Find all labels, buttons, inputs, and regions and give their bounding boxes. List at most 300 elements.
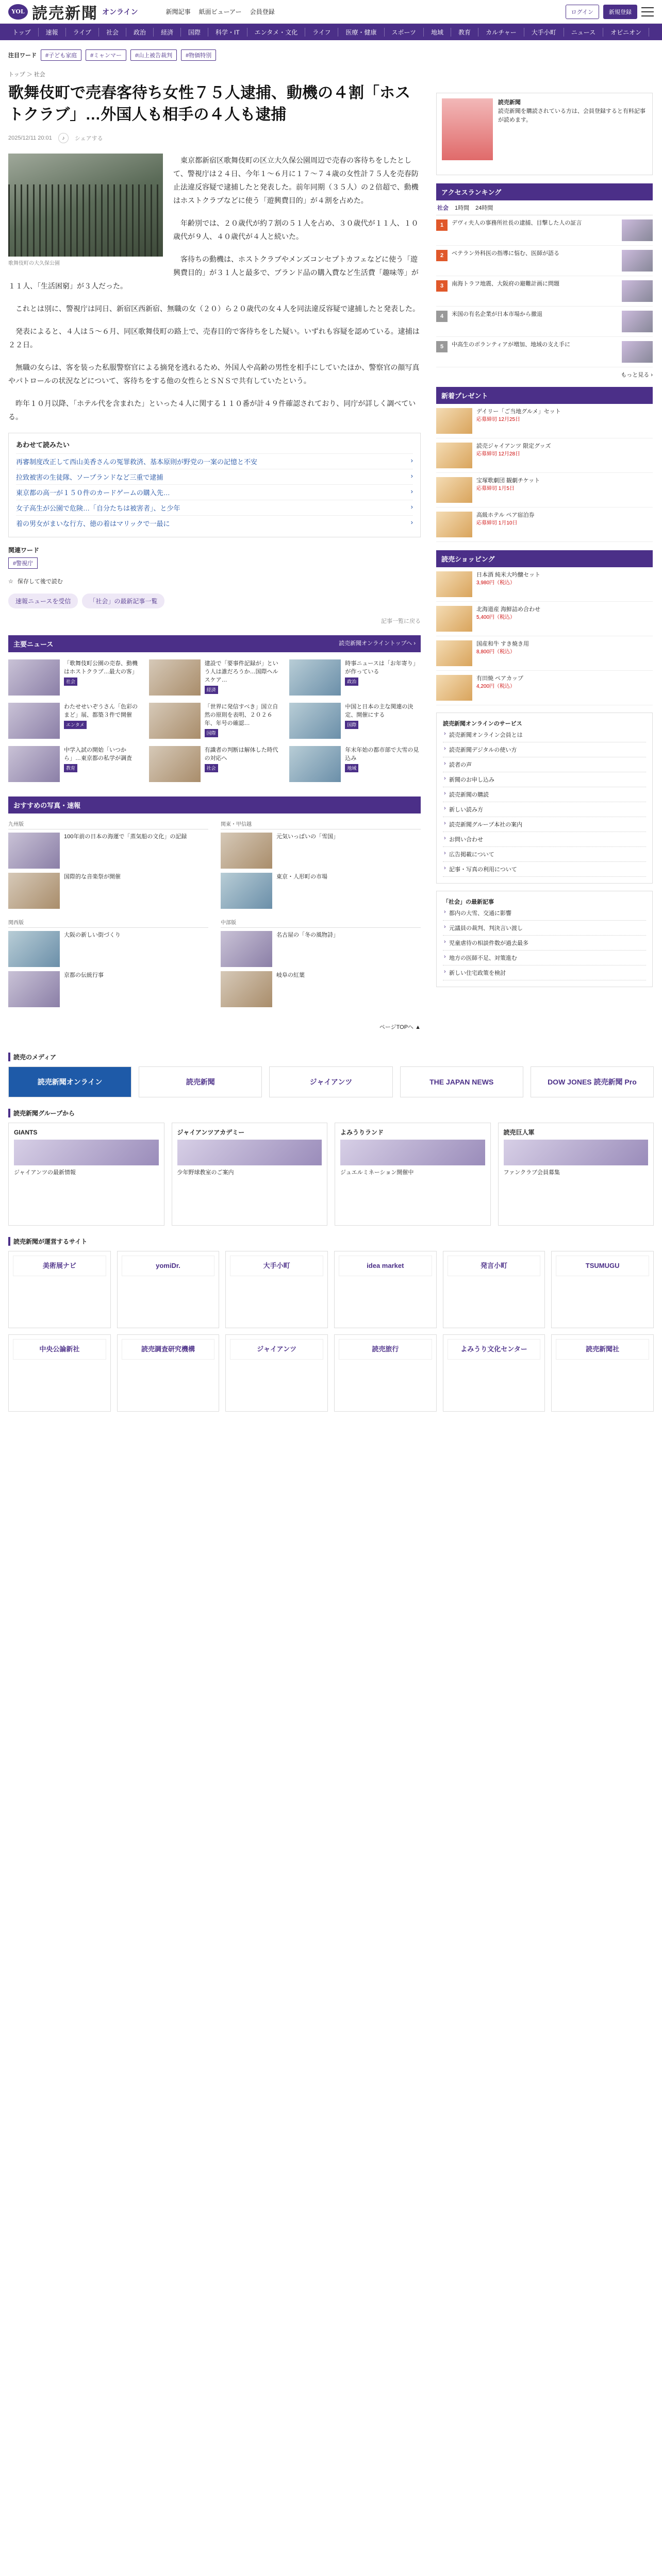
logo-mark: YOL (8, 4, 28, 20)
article-paragraph: 客待ちの動機は、ホストクラブやメンズコンセプトカフェなどに使う「遊興費目的」が３１人と最多で、ブランド品の購入費など生活費「趣味等」が１１人、「生活困窮」が３人だった。 (8, 255, 419, 290)
recommend-thumbnail (221, 833, 272, 869)
category-list-button[interactable]: 「社会」の最新記事一覧 (82, 594, 164, 608)
news-title: 中国と日本の主な関連の決定、開催にする (345, 704, 413, 718)
news-card[interactable] (8, 746, 140, 782)
news-card-text (64, 659, 140, 696)
ranking-tab[interactable]: 社会 (437, 205, 449, 211)
recommend-card[interactable] (221, 971, 421, 1007)
group-column-title: よみうりランド (340, 1129, 384, 1136)
menu-icon[interactable] (641, 7, 654, 16)
header-link[interactable]: 紙面ビューアー (198, 8, 242, 15)
shopping-image (436, 640, 472, 666)
main-news-top-link[interactable]: 読売新聞オンライントップへ › (339, 640, 416, 647)
site-card[interactable] (443, 1251, 545, 1328)
ranking-item[interactable] (436, 215, 653, 246)
news-card[interactable] (289, 746, 421, 782)
nav-item[interactable]: 速報 (39, 28, 66, 37)
news-title: 有識者の判断は解体した時代の対応へ (204, 747, 278, 761)
news-card-text (205, 659, 280, 696)
group-column[interactable] (8, 1123, 164, 1226)
shopping-price: 3,980円（税込） (476, 580, 516, 586)
trending-tags (8, 45, 421, 65)
recommend-grid (8, 814, 421, 1018)
nav-item[interactable]: 教育 (451, 28, 478, 37)
news-tag: エンタメ (64, 721, 87, 729)
trending-tag[interactable]: #物価特別 (181, 49, 216, 61)
article-headline: 歌舞伎町で売春客待ち女性７５人逮捕、動機の４割「ホストクラブ」…外国人も相手の４人も逮捕 (8, 84, 410, 123)
news-thumbnail (8, 746, 60, 782)
news-card-text (345, 746, 421, 782)
recommend-category-label: 関西版 (8, 918, 208, 928)
site-logo: 中央公論新社 (13, 1339, 106, 1360)
shopping-title: 有田焼 ペアカップ (476, 675, 523, 682)
group-column-title: 読売巨人軍 (503, 1129, 535, 1136)
ranking-more-link[interactable]: もっと見る › (621, 372, 653, 378)
follow-row (8, 594, 421, 608)
news-thumbnail (8, 703, 60, 739)
recommend-category (221, 918, 421, 1011)
ranking-number: 1 (436, 219, 448, 231)
group-thumbnail (177, 1140, 322, 1165)
nav-item[interactable]: 政治 (126, 28, 154, 37)
gift-title: デイリー「ご当地グルメ」セット (476, 409, 561, 415)
shopping-text (476, 675, 523, 701)
photo-caption: 歌舞伎町の大久保公園 (8, 261, 60, 266)
nav-item[interactable]: 国際 (181, 28, 208, 37)
shopping-item[interactable] (436, 567, 653, 602)
site-logo: yomiDr. (122, 1256, 215, 1276)
recommend-title: 岐阜の紅葉 (276, 972, 305, 978)
site-card[interactable] (334, 1334, 437, 1412)
news-title: わたせせいぞうさん「色彩のまど」展、都築３件で開催 (64, 704, 138, 718)
site-logo: 読売新聞社 (556, 1339, 649, 1360)
shopping-text (476, 606, 540, 632)
news-card[interactable] (8, 703, 140, 739)
latest-list (443, 906, 646, 980)
gift-item[interactable] (436, 438, 653, 473)
latest-article[interactable]: › 新しい住宅政策を検討 (443, 965, 646, 980)
news-card[interactable] (149, 746, 280, 782)
gift-price: 応募締切 1月5日 (476, 486, 515, 492)
group-column[interactable] (172, 1123, 328, 1226)
breadcrumb[interactable]: トップ ＞ 社会 (8, 72, 45, 78)
service-link[interactable]: › 記事・写真の利用について (443, 862, 646, 877)
news-tag: 社会 (64, 677, 77, 686)
services-title: 読売新聞オンラインのサービス (443, 721, 522, 727)
ranking-number: 4 (436, 311, 448, 322)
media-logo[interactable]: DOW JONES 読売新聞 Pro (531, 1066, 654, 1097)
shopping-item[interactable] (436, 602, 653, 636)
group-column-text: ジャイアンツの最新情報 (14, 1170, 76, 1176)
site-header (0, 0, 662, 24)
group-column[interactable] (498, 1123, 654, 1226)
group-thumbnail (14, 1140, 159, 1165)
shopping-text (476, 640, 529, 666)
latest-title: 「社会」の最新記事 (443, 899, 494, 905)
logo-online: オンライン (102, 7, 138, 16)
news-card[interactable] (149, 703, 280, 739)
gift-price: 応募締切 12月28日 (476, 451, 521, 457)
news-tag: 経済 (205, 686, 218, 694)
news-tag: 国際 (345, 721, 358, 729)
article-meta (8, 133, 421, 143)
related-item[interactable]: 女子高生が公園で危険…「自分たちは被害者」、と少年 › (16, 500, 413, 515)
news-card-text (205, 703, 280, 739)
related-item[interactable]: 拉致被害の生徒隊、ソープランドなど三重で逮捕 › (16, 469, 413, 484)
news-tag: 教育 (64, 764, 77, 772)
site-card[interactable] (551, 1334, 654, 1412)
news-title: 年末年始の都市部で大雪の見込み (345, 747, 419, 761)
promo-title: 読売新聞 (498, 99, 521, 106)
gift-image (436, 512, 472, 537)
news-thumbnail (289, 703, 341, 739)
photo-image (8, 154, 163, 257)
news-card-text (64, 746, 140, 782)
site-card[interactable] (8, 1334, 111, 1412)
related-tags-label: 関連ワード (8, 547, 40, 554)
site-footer (0, 1053, 662, 1412)
shopping-title: 北海道産 海鮮詰め合わせ (476, 606, 541, 613)
site-logo: 発言小町 (448, 1256, 541, 1276)
gift-text (476, 512, 535, 537)
sidebar (436, 40, 653, 1041)
recommend-card[interactable] (8, 931, 208, 967)
nav-item[interactable]: トップ (5, 28, 39, 37)
trending-tag[interactable]: #子ども家庭 (41, 49, 81, 61)
subscribe-button[interactable]: 新規登録 (603, 5, 637, 19)
recommend-card[interactable] (221, 931, 421, 967)
recommend-thumbnail (221, 931, 272, 967)
media-logo[interactable]: 読売新聞 (139, 1066, 262, 1097)
site-card[interactable] (334, 1251, 437, 1328)
gift-image (436, 408, 472, 434)
login-button[interactable]: ログイン (566, 5, 599, 19)
back-to-list[interactable]: 記事一覧に戻る (381, 618, 421, 624)
related-item[interactable]: 再審制度改正して西山美香さんの冤罪救済、基本原則が野党の一案の記憶と不安 › (16, 453, 413, 469)
category-nav (0, 24, 662, 40)
ranking-title: 中高生のボランティアが増加、地域の支え手に (452, 342, 571, 348)
recommend-thumbnail (221, 971, 272, 1007)
site-logo: 読売旅行 (339, 1339, 432, 1360)
sites-title: 読売新聞が運営するサイト (8, 1237, 654, 1246)
news-thumbnail (149, 746, 201, 782)
nav-item[interactable]: ニュース (564, 28, 603, 37)
article-paragraph: これとは別に、警視庁は同日、新宿区西新宿、無職の女（２０）ら２０歳代の女４人を同法違反容疑で逮捕したと発表した。 (15, 304, 420, 313)
shopping-list (436, 567, 653, 705)
group-column[interactable] (335, 1123, 491, 1226)
related-item[interactable]: 着の男女がまいな行方、徳の着はマリックで一最に › (16, 515, 413, 531)
article-date: 2025/12/11 20:01 (8, 135, 52, 141)
save-label[interactable]: 保存して後で読む (17, 579, 63, 585)
site-card[interactable] (225, 1334, 328, 1412)
site-card[interactable] (117, 1251, 220, 1328)
ranking-number: 5 (436, 341, 448, 352)
ranking-number: 2 (436, 250, 448, 261)
recommend-thumbnail (8, 931, 60, 967)
gift-image (436, 477, 472, 503)
media-logo[interactable]: THE JAPAN NEWS (400, 1066, 523, 1097)
service-link[interactable]: › 読売新聞オンライン会員とは (443, 727, 646, 742)
recommend-title: 国際的な音楽祭が開催 (64, 874, 121, 880)
recommend-header: おすすめの写真・速報 (8, 796, 421, 814)
recommend-category (221, 820, 421, 913)
nav-item[interactable]: 医療・健康 (338, 28, 384, 37)
recommend-card[interactable] (221, 833, 421, 869)
shopping-image (436, 571, 472, 597)
recommend-title: 京都の伝統行事 (64, 972, 104, 978)
news-thumbnail (149, 659, 201, 696)
services-box (436, 713, 653, 884)
save-share-row (8, 577, 421, 585)
news-title: 「世界に発信すべき」国立自然の原則を表明、２０２６年、年号の確認… (204, 704, 278, 726)
site-logo: ジャイアンツ (230, 1339, 323, 1360)
recommend-category-label: 中部版 (221, 918, 421, 928)
news-tag: 政治 (345, 677, 358, 686)
news-card[interactable] (8, 659, 140, 696)
service-link[interactable]: › 新聞のお申し込み (443, 772, 646, 787)
ranking-thumbnail (622, 341, 653, 363)
nav-item[interactable]: ライブ (66, 28, 99, 37)
latest-box (436, 891, 653, 987)
news-title: 建設で「要事件記録が」という人は誰だろうか…国際ヘルスケア… (204, 660, 278, 683)
recommend-title: 東京・人形町の市場 (276, 874, 327, 880)
site-card[interactable] (225, 1251, 328, 1328)
shopping-image (436, 675, 472, 701)
gift-text (476, 477, 540, 503)
news-tag: 地域 (345, 764, 358, 772)
news-card-text (205, 746, 280, 782)
ranking-tab[interactable]: 24時間 (475, 205, 493, 211)
nav-item[interactable]: ライフ (305, 28, 338, 37)
main-news-title: 主要ニュース (13, 640, 54, 648)
audio-icon[interactable]: ♪ (58, 133, 69, 143)
shopping-price: 8,800円（税込） (476, 649, 516, 655)
site-card[interactable] (551, 1251, 654, 1328)
nav-item[interactable]: 経済 (154, 28, 181, 37)
article-paragraph: 発表によると、４人は５〜６月、同区歌舞伎町の路上で、売春目的で客待ちをした疑い。いずれも容疑を認めている。逮捕は２２日。 (8, 327, 420, 349)
latest-article[interactable]: › 都内の大雪、交通に影響 (443, 906, 646, 921)
service-link[interactable]: › 読者の声 (443, 757, 646, 772)
news-tag: 国際 (205, 729, 218, 737)
latest-article[interactable]: › 元議員の裁判、判決言い渡し (443, 921, 646, 936)
recommend-thumbnail (8, 833, 60, 869)
gift-title: 宝塚歌劇団 観劇チケット (476, 478, 540, 484)
latest-article[interactable]: › 児童虐待の相談件数が過去最多 (443, 936, 646, 951)
news-thumbnail (289, 746, 341, 782)
recommend-card[interactable] (221, 873, 421, 909)
recommend-card[interactable] (8, 833, 208, 869)
group-title: 読売新聞グループから (8, 1109, 654, 1117)
site-logo: よみうり文化センター (448, 1339, 541, 1360)
media-logos (8, 1066, 654, 1097)
nav-item[interactable]: 社会 (99, 28, 126, 37)
recommend-category-label: 九州版 (8, 820, 208, 829)
news-thumbnail (149, 703, 201, 739)
service-link[interactable]: › お問い合わせ (443, 832, 646, 847)
header-link[interactable]: 会員登録 (250, 8, 275, 15)
gift-title: 高級ホテル ペア宿泊券 (476, 512, 535, 518)
gift-item[interactable] (436, 473, 653, 507)
ranking-tab[interactable]: 1時間 (455, 205, 470, 211)
promo-text-block (498, 98, 647, 170)
ranking-item[interactable] (436, 337, 653, 367)
sidebar-promo[interactable] (436, 93, 653, 175)
shopping-price: 5,400円（税込） (476, 615, 516, 620)
group-column-title: ジャイアンツアカデミー (177, 1129, 245, 1136)
service-link[interactable]: › 新しい読み方 (443, 802, 646, 817)
site-logo: 読売調査研究機構 (122, 1339, 215, 1360)
ranking-item[interactable] (436, 307, 653, 337)
nav-item[interactable]: カルチャー (478, 28, 524, 37)
news-card-text (345, 703, 421, 739)
site-logo: 大手小町 (230, 1256, 323, 1276)
header-links (166, 7, 275, 16)
nav-item[interactable]: 地域 (424, 28, 451, 37)
trending-label: 注目ワード (8, 53, 37, 59)
ranking-title: 南海トラフ地震、大阪府の避難計画に問題 (452, 281, 559, 287)
header-link[interactable]: 新聞記事 (166, 8, 191, 15)
ranking-thumbnail (622, 280, 653, 302)
recommend-title: 名古屋の「冬の風物詩」 (276, 932, 339, 938)
site-logo[interactable] (8, 1, 138, 23)
gift-price: 応募締切 12月25日 (476, 417, 521, 422)
recommend-category (8, 918, 208, 1011)
group-column-text: ジュエルミネーション開催中 (340, 1170, 414, 1176)
news-card-text (64, 703, 140, 739)
ranking-header: アクセスランキング (436, 183, 653, 200)
sites-grid (8, 1251, 654, 1412)
promo-image (442, 98, 493, 160)
promo-text: 読売新聞を購読されている方は、会員登録すると有料記事が読めます。 (498, 108, 646, 123)
nav-item[interactable]: 大手小町 (524, 28, 564, 37)
shopping-header: 読売ショッピング (436, 550, 653, 567)
related-tag[interactable]: #警視庁 (8, 557, 38, 569)
site-card[interactable] (8, 1251, 111, 1328)
service-link[interactable]: › 読売新聞の購読 (443, 787, 646, 802)
main-news-header (8, 635, 421, 652)
recommend-thumbnail (221, 873, 272, 909)
gift-item[interactable] (436, 507, 653, 542)
shopping-title: 日本酒 純米大吟醸セット (476, 572, 541, 578)
share-link[interactable]: シェアする (74, 135, 103, 142)
ranking-title: 米国の有名企業が日本市場から撤退 (452, 311, 542, 317)
site-card[interactable] (443, 1334, 545, 1412)
group-column-text: 少年野球教室のご案内 (177, 1170, 234, 1176)
service-link[interactable]: › 広告掲載について (443, 847, 646, 862)
service-link[interactable]: › 読売新聞グループ本社の案内 (443, 817, 646, 832)
related-item[interactable]: 東京都の高一が１５０件のカードゲームの購入先… › (16, 484, 413, 500)
shopping-text (476, 571, 540, 597)
gift-text (476, 408, 561, 434)
ranking-title: デヴィ夫人の事務所社長の逮捕、目撃した人の証言 (452, 220, 582, 226)
related-articles (8, 433, 421, 537)
gift-item[interactable] (436, 404, 653, 438)
header-actions (566, 5, 654, 19)
ranking-thumbnail (622, 250, 653, 272)
group-columns (8, 1123, 654, 1226)
gift-price: 応募締切 1月10日 (476, 520, 518, 526)
recommend-card[interactable] (8, 971, 208, 1007)
main-column (8, 40, 421, 1041)
media-logo[interactable]: ジャイアンツ (269, 1066, 392, 1097)
bookmark-icon[interactable]: ☆ (8, 578, 13, 585)
group-thumbnail (340, 1140, 485, 1165)
news-thumbnail (8, 659, 60, 696)
site-card[interactable] (117, 1334, 220, 1412)
recommend-title: 100年前の日本の海運で「蒸気船の文化」の記録 (64, 834, 187, 840)
media-title: 読売のメディア (8, 1053, 654, 1061)
services-list (443, 727, 646, 877)
article-photo[interactable] (8, 154, 163, 266)
article-paragraph: 昨年１０月以降、「ホテル代を含まれた」といった４人に関する１１０番が計４９件確認されており、同庁が詳しく調べている。 (8, 399, 416, 421)
news-title: 「歌舞伎町公園の売春、動機はホストクラブ…最大の客」 (64, 660, 138, 675)
nav-item[interactable]: スポーツ (385, 28, 424, 37)
group-column-title: GIANTS (14, 1129, 38, 1136)
recommend-thumbnail (8, 971, 60, 1007)
ranking-thumbnail (622, 311, 653, 332)
recommend-category-label: 関東・甲信越 (221, 820, 421, 829)
ranking-tabs (436, 200, 653, 215)
nav-item[interactable]: オピニオン (603, 28, 649, 37)
page-top-link[interactable]: ページTOPへ ▲ (379, 1024, 421, 1030)
breaking-news-button[interactable]: 速報ニュースを受信 (8, 594, 78, 608)
gift-text (476, 443, 551, 468)
latest-article[interactable]: › 地方の医師不足、対策進む (443, 951, 646, 965)
trending-tag[interactable]: #山上被告裁判 (130, 49, 177, 61)
ranking-thumbnail (622, 219, 653, 241)
nav-item[interactable]: エンタメ・文化 (247, 28, 306, 37)
site-logo: idea market (339, 1256, 432, 1276)
ranking-title: ベテラン外科医の指導に悩む、医師が語る (452, 250, 559, 257)
shopping-image (436, 606, 472, 632)
recommend-card[interactable] (8, 873, 208, 909)
shopping-item[interactable] (436, 671, 653, 705)
gift-list (436, 404, 653, 542)
gift-image (436, 443, 472, 468)
news-title: 時事ニュースは「お年寄り」が作っている (345, 660, 419, 675)
news-title: 中学入試の開始「いつから」…東京都の私学が調査 (64, 747, 132, 761)
ranking-list (436, 215, 653, 367)
ranking-number: 3 (436, 280, 448, 292)
article-body (8, 154, 421, 423)
service-link[interactable]: › 読売新聞デジタルの使い方 (443, 742, 646, 757)
ranking-item[interactable] (436, 246, 653, 276)
gift-title: 読売ジャイアンツ 限定グッズ (476, 443, 551, 449)
recommend-title: 大阪の新しい街づくり (64, 932, 121, 938)
related-title: あわせて読みたい (16, 441, 70, 449)
nav-item[interactable]: 科学・IT (208, 28, 247, 37)
news-card-text (345, 659, 421, 696)
news-thumbnail (289, 659, 341, 696)
news-card[interactable] (289, 703, 421, 739)
news-card[interactable] (149, 659, 280, 696)
article-paragraph: 年齢別では、２０歳代が約７割の５１人を占め、３０歳代が１１人、１０歳代が９人、４０歳代が４人と続いた。 (173, 219, 419, 241)
shopping-price: 4,200円（税込） (476, 684, 516, 689)
article-paragraph: 東京都新宿区歌舞伎町の区立大久保公園周辺で売春の客待ちをしたとして、警視庁は２４日、今年１〜６月に１７〜７４歳の女性計７５人を売春防止法違反容疑で逮捕したと発表した。前年同期（３５人）の２倍超で、動機はホストクラブなどに使う「遊興費目的」が４割を占めた。 (173, 156, 419, 205)
trending-tag[interactable]: #ミャンマー (86, 49, 126, 61)
site-logo: TSUMUGU (556, 1256, 649, 1276)
recommend-category (8, 820, 208, 913)
news-card[interactable] (289, 659, 421, 696)
gift-header: 新着プレゼント (436, 387, 653, 404)
ranking-item[interactable] (436, 276, 653, 307)
shopping-item[interactable] (436, 636, 653, 671)
media-logo[interactable]: 読売新聞オンライン (8, 1066, 131, 1097)
recommend-thumbnail (8, 873, 60, 909)
main-news-grid (8, 652, 421, 789)
group-thumbnail (504, 1140, 649, 1165)
shopping-title: 国産和牛 すき焼き用 (476, 641, 529, 647)
